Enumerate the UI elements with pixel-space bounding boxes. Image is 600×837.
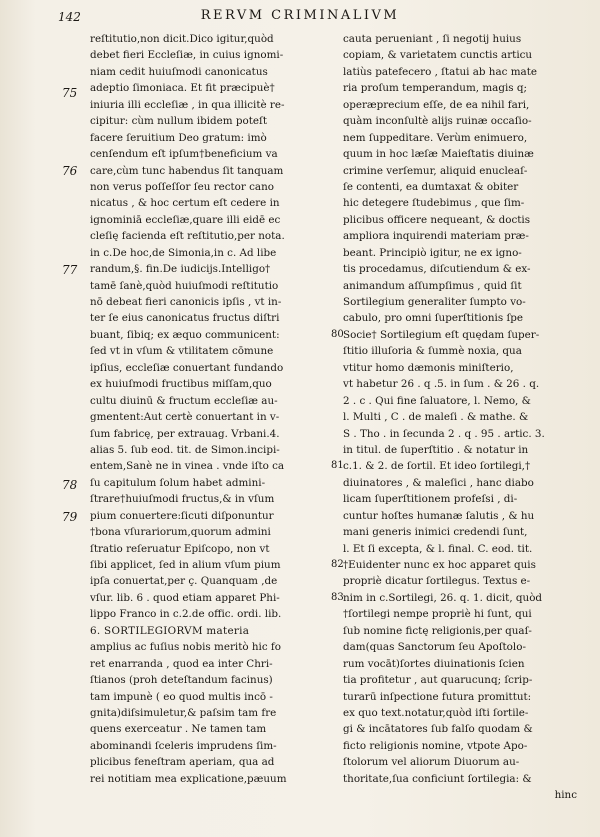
text-line: Socie† Sortilegium eſt quędam ſuper- xyxy=(343,328,540,341)
text-line: ſtianos (proh deteſtandum facinus) xyxy=(90,674,273,687)
page-number: 142 xyxy=(58,10,81,24)
gutter-note-82: 82 xyxy=(331,559,344,570)
section-heading-line: 6. SORTILEGIORVM materia xyxy=(90,624,250,637)
text-line: thoritate,ſua conficiunt ſortilegia: & xyxy=(343,772,532,785)
text-line: †bona vſurariorum,quorum admini xyxy=(90,526,271,539)
text-line: ficto religionis nomine, vtpote Apo- xyxy=(343,739,528,752)
text-line: entem,Sanè ne in vinea . vnde iſto ca xyxy=(90,460,285,473)
text-line: alias 5. ſub eod. tit. de Simon.incipi- xyxy=(90,443,280,456)
text-line: ſe contenti, ea dumtaxat & obiter xyxy=(343,180,519,193)
text-line: pium conuertere:ſicuti diſponuntur xyxy=(90,509,274,522)
text-line: ret enarranda , quod ea inter Chri- xyxy=(90,657,273,670)
margin-note-75: 75 xyxy=(62,86,78,100)
text-line: ex huiuſmodi fructibus miſſam,quo xyxy=(90,378,272,391)
text-line: cuntur hoſtes humanæ ſalutis , & hu xyxy=(343,509,535,522)
gutter-note-80: 80 xyxy=(331,329,344,340)
text-line: ſed vt in vſum & vtilitatem cōmune xyxy=(90,345,274,358)
text-line: rei notitiam mea explicatione,pæuum xyxy=(90,772,287,785)
text-line: ſtratio reſeruatur Epiſcopo, non vt xyxy=(90,542,270,555)
text-line: ſub nomine fictę religionis,per quaſ- xyxy=(343,624,532,637)
text-line: latiùs patefecero , ſtatui ab hac mate xyxy=(343,65,537,78)
margin-note-79: 79 xyxy=(62,510,78,524)
text-line: diuinatores , & maleſici , hanc diabo xyxy=(343,476,534,489)
text-line: cabulo, pro omni ſuperſtitionis ſpe xyxy=(343,312,524,325)
text-line: operæprecium eſſe, de ea nihil fari, xyxy=(343,98,530,111)
text-line: vtitur homo dæmonis miniſterio, xyxy=(343,361,514,374)
running-title: RERVM CRIMINALIVM xyxy=(200,8,400,23)
text-line: l. Multi , C . de maleſi . & mathe. & xyxy=(343,411,529,424)
text-line: ex quo text.notatur,quòd iſti ſortile- xyxy=(343,706,529,719)
text-line: ſtolorum vel aliorum Diuorum au- xyxy=(343,756,520,769)
text-line: nō debeat fieri canonicis ipſis , vt in- xyxy=(90,296,282,308)
text-line: S . Tho . in ſecunda 2 . q . 95 . artic. 3. xyxy=(343,427,545,440)
text-line: ipſius, eccleſiæ conuertant fundando xyxy=(90,361,284,374)
text-line: propriè dicatur ſortilegus. Textus e- xyxy=(343,575,531,588)
text-line: iniuria illi eccleſiæ , in qua illicitè re- xyxy=(90,98,285,111)
text-line: niam cedit huiuſmodi canonicatus xyxy=(90,65,268,78)
text-line: adeptio ſimoniaca. Et fit præcipuè† xyxy=(90,82,275,95)
text-line: cultu diuinū & fructum eccleſiæ au- xyxy=(90,394,278,407)
text-line: tia profitetur , aut quarucunq; ſcrip- xyxy=(343,674,533,687)
text-line: abominandi ſceleris imprudens ſim- xyxy=(90,739,277,752)
text-line: reſtitutio,non dicit.Dico igitur,quòd xyxy=(90,33,274,45)
text-line: facere ſeruitium Deo gratum: imò xyxy=(90,131,267,144)
gutter-note-83: 83 xyxy=(331,592,344,603)
text-line: mani generis inimici credendi ſunt, xyxy=(343,526,528,539)
margin-note-78: 78 xyxy=(62,478,78,492)
text-line: crimine verſemur, aliquid enucleaſ- xyxy=(343,164,528,177)
margin-note-76: 76 xyxy=(62,164,78,178)
text-line: ria proſum temperandum, magis q; xyxy=(343,82,527,95)
gutter-note-81: 81 xyxy=(331,460,344,471)
text-line: c.1. & 2. de ſortil. Et ideo ſortilegi,† xyxy=(343,460,531,473)
page-header xyxy=(0,0,600,28)
text-line: gmentent:Aut certè conuertant in v- xyxy=(90,411,280,424)
text-line: Sortilegium generaliter ſumpto vo- xyxy=(343,296,526,308)
text-line: ſum fabricę, per extrauag. Vrbani.4. xyxy=(90,427,280,440)
text-line: ignominiā eccleſiæ,quare illi eidē ec xyxy=(90,213,281,226)
text-line: gnita)diſsimuletur,& paſsim tam fre xyxy=(90,706,277,719)
text-line: ſu capitulum ſolum habet admini- xyxy=(90,476,266,489)
text-line: hic detegere ſtudebimus , que ſim- xyxy=(343,197,525,210)
text-line: vt habetur 26 . q .5. in ſum . & 26 . q. xyxy=(343,378,540,391)
text-line: l. Et ſi excepta, & l. final. C. eod. tit. xyxy=(343,542,533,555)
text-line: non verus poſſeſſor ſeu rector cano xyxy=(90,180,274,193)
text-line: quàm inconſultè alijs ruinæ occaſio- xyxy=(343,115,532,128)
text-line: plicibus officere nequeant, & doctis xyxy=(343,213,531,226)
text-line: randum,§. fin.De iudicijs.Intelligo† xyxy=(90,263,271,276)
text-line: amplius ac fuſius nobis meritò hic fo xyxy=(90,641,281,654)
text-line: vſur. lib. 6 . quod etiam apparet Phi- xyxy=(90,591,280,604)
text-line: quens exerceatur . Ne tamen tam xyxy=(90,723,267,736)
text-line: beant. Principiò igitur, ne ex igno- xyxy=(343,246,522,259)
text-line: plicibus feneſtram aperiam, qua ad xyxy=(90,756,275,769)
text-line: ſtrare†huiuſmodi fructus,& in vſum xyxy=(90,493,275,506)
text-line: nim in c.Sortilegi, 26. q. 1. dicit, quòd xyxy=(343,591,543,604)
text-line: cleſię facienda eſt reſtitutio,per nota. xyxy=(90,230,285,243)
text-line: nicatus , & hoc certum eſt cedere in xyxy=(90,197,280,210)
text-line: rum vocāt)ſortes diuinationis ſcien xyxy=(343,657,525,670)
text-line: debet fieri Eccleſiæ, in cuius ignomi- xyxy=(90,49,284,62)
left-column xyxy=(90,31,330,787)
text-line: tamē ſanè,quòd huiuſmodi reſtitutio xyxy=(90,279,279,292)
text-line: cipitur: cùm nullum ibidem poteſt xyxy=(90,115,268,128)
text-line: buant, ſibiq; ex æquo communicent: xyxy=(90,328,280,341)
text-line: in titul. de ſuperſtitio . & notatur in xyxy=(343,443,529,456)
text-line: ipſa conuertat,per ç. Quanquam ,de xyxy=(90,575,278,588)
text-line: tam impunè ( eo quod multis incō - xyxy=(90,690,273,703)
text-line: ſibi applicet, ſed in alium vſum pium xyxy=(90,559,281,571)
text-line: cauta perueniant , ſi negotij huius xyxy=(343,33,522,45)
text-line: †Euidenter nunc ex hoc apparet quis xyxy=(343,559,536,571)
text-line: tis procedamus, diſcutiendum & ex- xyxy=(343,263,531,276)
text-line: gi & incātatores ſub falſo quodam & xyxy=(343,723,533,736)
text-line: animandum aſſumpſimus , quid ſit xyxy=(343,279,522,292)
text-line: nem ſuppeditare. Verùm enimuero, xyxy=(343,131,528,144)
text-line: lippo Franco in c.2.de offic. ordi. lib. xyxy=(90,608,282,621)
text-line: copiam, & varietatem cunctis articu xyxy=(343,49,533,62)
margin-note-77: 77 xyxy=(62,263,78,277)
text-line: cenſendum eſt ipſum†beneficium va xyxy=(90,148,278,161)
text-line: turarū inſpectione futura promittut: xyxy=(343,690,532,703)
catchword: hinc xyxy=(554,789,577,802)
right-column xyxy=(343,31,577,804)
text-line: in c.De hoc,de Simonia,in c. Ad libe xyxy=(90,246,277,259)
text-line: 2 . c . Qui fine ſaluatore, l. Nemo, & xyxy=(343,394,531,407)
text-line: quum in hoc læſæ Maieſtatis diuinæ xyxy=(343,148,534,161)
text-line: ampliora inquirendi materiam præ- xyxy=(343,230,529,243)
text-line: care,cùm tunc habendus ſit tanquam xyxy=(90,164,284,177)
text-line: dam(quas Sanctorum ſeu Apoſtolo- xyxy=(343,641,526,654)
text-line: licam ſuperſtitionem profeſsi , di- xyxy=(343,493,518,506)
text-line: †ſortilegi nempe propriè hi ſunt, qui xyxy=(343,608,532,621)
text-line: ſtitio illuſoria & ſummè noxia, qua xyxy=(343,345,522,358)
text-line: ter ſe eius canonicatus fructus diſtri xyxy=(90,312,280,325)
